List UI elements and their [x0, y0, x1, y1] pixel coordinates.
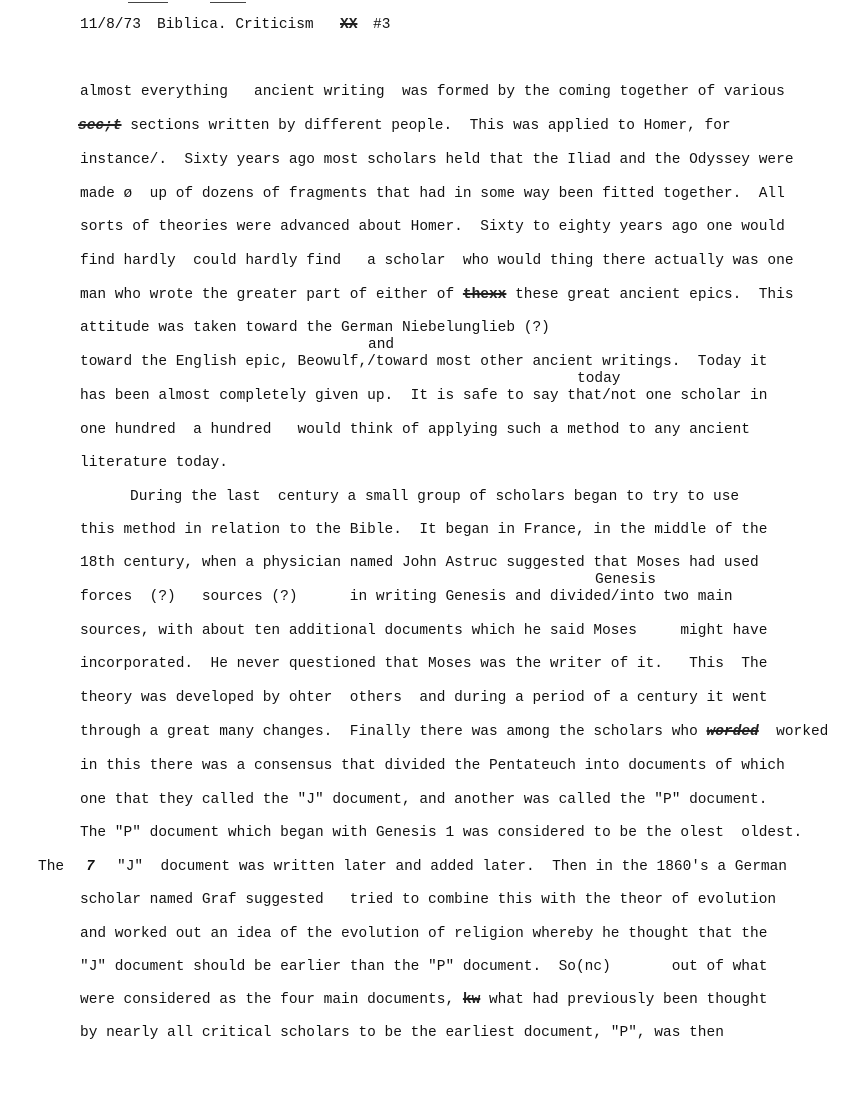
text-line: one that they called the "J" document, and another was called the "P" document.: [80, 792, 768, 808]
header-page-number: #3: [373, 17, 391, 33]
header-struck-mark: XX: [340, 17, 358, 33]
margin-word: The: [38, 859, 65, 875]
struck-word: worded: [706, 724, 759, 740]
header-title: Biblica. Criticism: [157, 17, 314, 33]
text-line: made ø up of dozens of fragments that had in some way been fitted together. All: [80, 186, 785, 202]
text-line: "J" document should be earlier than the "P" document. So(nc) out of what: [80, 959, 768, 975]
top-rule-mark: [210, 2, 246, 3]
text-line: through a great many changes. Finally there was among the scholars who worded worked: [80, 724, 829, 740]
text-line: one hundred a hundred would think of applying such a method to any ancient: [80, 422, 751, 438]
insertion-today: today: [577, 371, 621, 387]
paragraph-start-line: During the last century a small group of scholars began to try to use: [130, 489, 740, 505]
text-line: almost everything ancient writing was formed by the coming together of various: [80, 84, 785, 100]
text-line: in this there was a consensus that divided the Pentateuch into documents of which: [80, 758, 785, 774]
text-line: The "P" document which began with Genesis 1 was considered to be the olest oldest.: [80, 825, 803, 841]
text-line: instance/. Sixty years ago most scholars held that the Iliad and the Odyssey were: [80, 152, 794, 168]
text-line: scholar named Graf suggested tried to combine this with the theor of evolution: [80, 892, 777, 908]
text-line: forces (?) sources (?) in writing Genesis and divided/into two main: [80, 589, 733, 605]
text-line: and worked out an idea of the evolution of religion whereby he thought that the: [80, 926, 768, 942]
text-line: man who wrote the greater part of either of thexx these great ancient epics. This: [80, 287, 794, 303]
text-line: 18th century, when a physician named John Astruc suggested that Moses had used: [80, 555, 759, 571]
struck-word: sec;t: [78, 118, 122, 134]
text-line: literature today.: [80, 455, 228, 471]
text-line: sources, with about ten additional documents which he said Moses might have: [80, 623, 768, 639]
struck-word: kw: [462, 992, 481, 1008]
text-line: toward the English epic, Beowulf,/toward most other ancient writings. Today it: [80, 354, 768, 370]
text-line: sec;t sections written by different people. This was applied to Homer, for: [78, 118, 731, 134]
text-line: sorts of theories were advanced about Homer. Sixty to eighty years ago one would: [80, 219, 785, 235]
top-rule-mark: [128, 2, 168, 3]
text-line: by nearly all critical scholars to be the earliest document, "P", was then: [80, 1025, 724, 1041]
text-line: were considered as the four main documents, kw what had previously been thought: [80, 992, 768, 1008]
insertion-and: and: [368, 337, 395, 353]
struck-word: thexx: [462, 287, 507, 303]
insertion-genesis: Genesis: [595, 572, 656, 588]
text-line: has been almost completely given up. It is safe to say that/not one scholar in: [80, 388, 768, 404]
text-line: incorporated. He never questioned that Moses was the writer of it. This The: [80, 656, 768, 672]
text-line: attitude was taken toward the German Niebelunglieb (?): [80, 320, 550, 336]
text-line: "J" document was written later and added later. Then in the 1860's a German: [117, 859, 788, 875]
text-line: find hardly could hardly find a scholar who would thing there actually was one: [80, 253, 794, 269]
handwritten-mark: 7: [86, 859, 95, 875]
text-line: theory was developed by ohter others and during a period of a century it went: [80, 690, 768, 706]
text-line: this method in relation to the Bible. It began in France, in the middle of the: [80, 522, 768, 538]
header-date: 11/8/73: [80, 17, 141, 33]
